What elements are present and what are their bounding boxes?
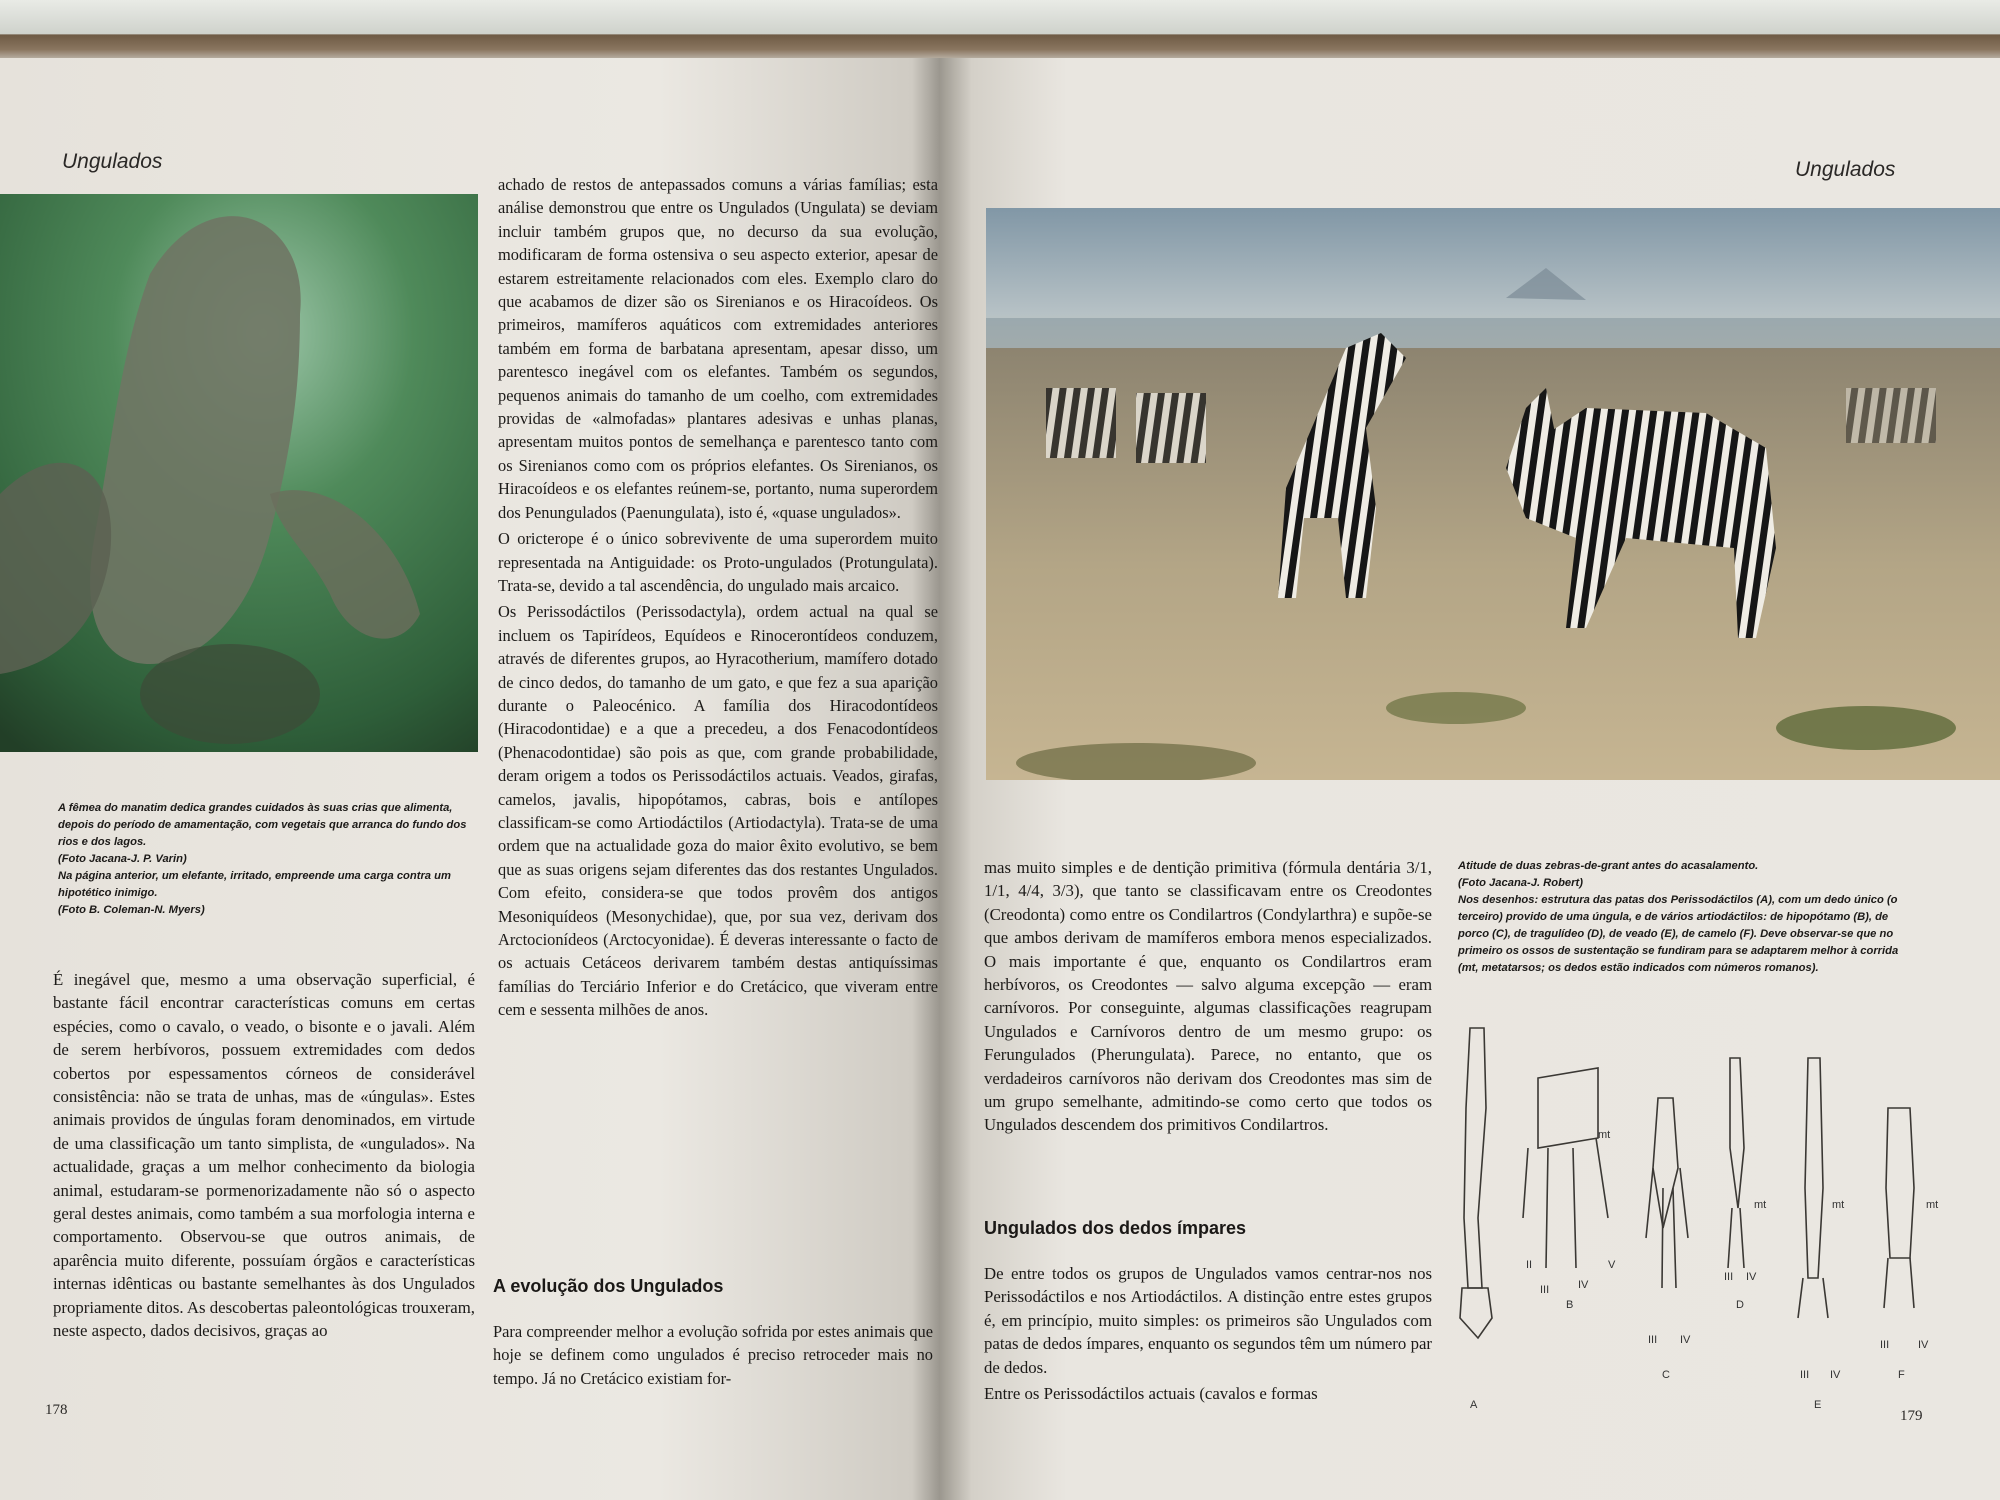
diagram-label-f: F: [1898, 1369, 1905, 1381]
diagram-label-e: E: [1814, 1399, 1822, 1411]
right-column-1-text: [984, 856, 1432, 1140]
paragraph: achado de restos de antepassados comuns a várias famílias; esta análise demonstrou que entre os Ungulados (Ungulata) se deviam incluir também grupos que, no decurso da sua evolução, modificaram de forma ostensiva o seu aspecto exterior, apesar de estarem estreitamente relacionados com eles. Exemplo claro do que acabamos de dizer são os Sirenianos e os Hiracoídeos. Os primeiros, mamíferos aquáticos com extremidades anteriores também em forma de barbatana apresentam, apesar disso, um parentesco inegável com os elefantes. Também os segundos, pequenos animais do tamanho de um coelho, com extremidades providas de «almofadas» plantares adesivas e unhas planas, apresentam muitos pontos de semelhança e parentesco tanto com os Sirenianos como com os próprios elefantes. Os Sirenianos, os Hiracoídeos e os elefantes reúnem-se, portanto, numa superordem dos Penungulados (Paenungulata), isto é, «quase ungulados».: [498, 175, 938, 522]
diagram-label-iii: III: [1880, 1339, 1890, 1351]
background-shelf: [0, 0, 2000, 62]
diagram-label-c: C: [1662, 1369, 1670, 1381]
caption-line: A fêmea do manatim dedica grandes cuidados às suas crias que alimenta, depois do período de amamentação, com vegetais que arranca do fundo dos rios e dos lagos.: [58, 802, 467, 848]
diagram-label-iv: IV: [1746, 1271, 1757, 1283]
left-column-1-text: [53, 968, 475, 1346]
right-column-1-end-text: [984, 1262, 1432, 1408]
page-number-right: 179: [1900, 1408, 1923, 1424]
diagram-label-iv: IV: [1918, 1339, 1929, 1351]
right-page: [940, 58, 2000, 1500]
diagram-label-a: A: [1470, 1399, 1478, 1411]
caption-line: Na página anterior, um elefante, irritado, empreende uma carga contra um hipotético inimigo.: [58, 870, 451, 899]
diagram-label-iv: IV: [1578, 1279, 1589, 1291]
diagram-label-iv: IV: [1680, 1334, 1691, 1346]
left-photo-caption: [58, 800, 478, 919]
paragraph: É inegável que, mesmo a uma observação superficial, é bastante fácil encontrar características comuns em certas espécies, como o cavalo, o veado, o bisonte e o javali. Além de serem herbívoros, possuem extremidades com dedos cobertos por espessamentos córneos de considerável consistência: não se trata de unhas, mas de «úngulas». Estes animais providos de úngulas foram denominados, em virtude de uma classificação um tanto simplista, de «ungulados». Na actualidade, graças a um melhor conhecimento da biologia animal, estudaram-se pormenorizadamente não só o aspecto geral destes animais, como também a sua morfologia interna e comportamento. Observou-se que outros animais, de aparência muito diferente, possuíam órgãos e características internas idênticas ou bastante semelhantes às dos Ungulados propriamente ditos. As descobertas paleontológicas trouxeram, neste aspecto, dados decisivos, graças ao: [53, 970, 475, 1341]
section-heading-dedos-impares: Ungulados dos dedos ímpares: [984, 1218, 1247, 1238]
running-head-right: Ungulados: [1795, 158, 1896, 181]
caption-line: Atitude de duas zebras-de-grant antes do acasalamento.: [1458, 860, 1759, 872]
diagram-label-mt: mt: [1754, 1199, 1767, 1211]
section-heading-evolucao: A evolução dos Ungulados: [493, 1276, 724, 1296]
caption-line: Nos desenhos: estrutura das patas dos Perissodáctilos (A), com um dedo único (o terceiro) provido de uma úngula, e de vários artiodáctilos: de hipopótamo (B), de porco (C), de tragulídeo (D), de veado (E), de camelo (F). Deve observar-se que no primeiro os ossos de sustentação se fundiram para se adaptarem melhor à corrida (mt, metatarsos; os dedos estão indicados com números romanos).: [1458, 894, 1899, 974]
paragraph: mas muito simples e de dentição primitiva (fórmula dentária 3/1, 1/1, 4/4, 3/3), que tanto se classificavam entre os Creodontes (Creodonta) como entre os Condilartros (Condylarthra) e supõe-se que ambos derivam de mamíferos embora menos especializados. O mais importante é que, enquanto os Condilartros eram herbívoros, os Creodontes — salvo alguma excepção — eram carnívoros. Por conseguinte, algumas classificações reagrupam Ungulados e Carnívoros dentro de um mesmo grupo: os Ferungulados (Pherungulata). Parece, no entanto, que os verdadeiros carnívoros não derivam dos Creodontes mas sim de um grupo semelhante, admitindo-se como certo que todos os Ungulados descendem dos primitivos Condilartros.: [984, 858, 1432, 1135]
left-page: [0, 58, 940, 1500]
left-column-2-end-text: [493, 1320, 933, 1393]
left-column-2-text: [498, 173, 938, 1025]
diagram-label-d: D: [1736, 1299, 1744, 1311]
diagram-label-ii: II: [1526, 1259, 1533, 1271]
diagram-label-iii: III: [1648, 1334, 1658, 1346]
paragraph: Para compreender melhor a evolução sofrida por estes animais que hoje se definem como ungulados é preciso retroceder mais no tempo. Já no Cretácico existiam for-: [493, 1322, 933, 1388]
diagram-label-v: V: [1608, 1259, 1616, 1271]
manatee-photo: [0, 194, 478, 752]
caption-line: (Foto Jacana-J. Robert): [1458, 877, 1583, 889]
paragraph: Entre os Perissodáctilos actuais (cavalos e formas: [984, 1384, 1318, 1404]
running-head-left: Ungulados: [62, 150, 163, 173]
paragraph: Os Perissodáctilos (Perissodactyla), ordem actual na qual se incluem os Tapirídeos, Equídeos e Rinocerontídeos conduzem, através de diferentes grupos, ao Hyracotherium, mamífero dotado de cinco dedos, do tamanho de um gato, e que fez a sua aparição durante o Paleocénico. A família dos Hiracodontídeos (Hiracodontidae) e a que a precedeu, a dos Fenacodontídeos (Phenacodontidae) são pois as que, com grande probabilidade, deram origem a todos os Perissodáctilos actuais. Veados, girafas, camelos, javalis, hipopótamos, cabras, bois e antílopes classificam-se como Artiodáctilos (Artiodactyla). Trata-se de uma ordem que na actualidade goza do maior êxito evolutivo, se bem que as suas origens sejam diferentes das dos restantes Ungulados. Com efeito, considera-se que todos provêm dos antigos Mesoniquídeos (Mesonychidae), que, por sua vez, derivam dos Arctocionídeos (Arctocyonidae). É deveras interessante o facto de os actuais Cetáceos derivarem também destas antiquíssimas famílias do Terciário Inferior e do Cretácico, que viveram entre cem e sessenta milhões de anos.: [498, 602, 938, 1020]
diagram-label-mt: mt: [1926, 1199, 1939, 1211]
diagram-label-iii: III: [1540, 1284, 1550, 1296]
diagram-label-b: B: [1566, 1299, 1574, 1311]
diagram-label-iii: III: [1800, 1369, 1810, 1381]
right-photo-caption: [1458, 858, 1914, 977]
diagram-label-mt: mt: [1832, 1199, 1845, 1211]
diagram-label-iii: III: [1724, 1271, 1734, 1283]
caption-line: (Foto B. Coleman-N. Myers): [58, 904, 205, 916]
foot-skeleton-diagram: [1448, 988, 1988, 1428]
diagram-label-mt: mt: [1598, 1129, 1611, 1141]
paragraph: O oricterope é o único sobrevivente de uma superordem muito representada na Antiguidade: os Proto-ungulados (Protungulata). Trata-se, devido a tal ascendência, do ungulado mais arcaico.: [498, 529, 938, 595]
zebras-photo: [986, 208, 2000, 780]
diagram-label-iv: IV: [1830, 1369, 1841, 1381]
caption-line: (Foto Jacana-J. P. Varin): [58, 853, 187, 865]
paragraph: De entre todos os grupos de Ungulados vamos centrar-nos nos Perissodáctilos e nos Artiodáctilos. A distinção entre estes grupos é, em princípio, muito simples: os primeiros são Ungulados com patas de dedos ímpares, enquanto os segundos têm um número par de dedos.: [984, 1264, 1432, 1377]
page-number-left: 178: [45, 1402, 68, 1418]
